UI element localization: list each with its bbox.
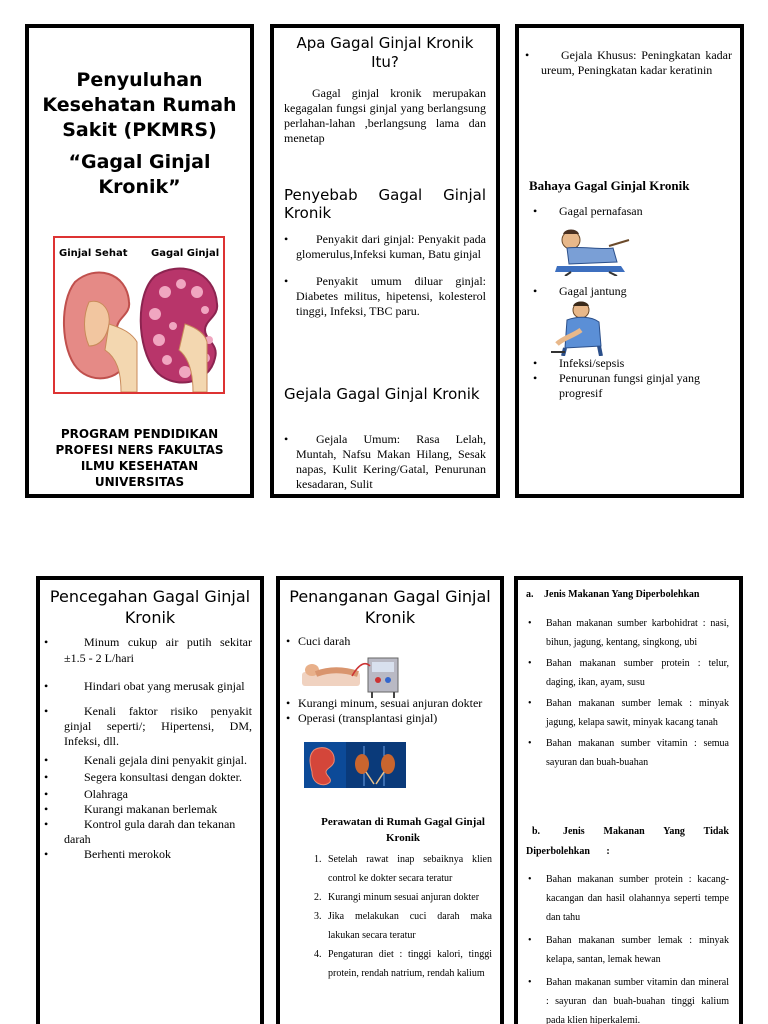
allowed-title: Jenis Makanan Yang Diperbolehkan xyxy=(544,589,700,600)
allowed-item xyxy=(528,654,729,692)
allowed-list xyxy=(528,614,729,772)
not-allowed-heading xyxy=(526,822,729,862)
danger-item-text: Penurunan fungsi ginjal yang progresif xyxy=(559,371,700,400)
symptom-item xyxy=(284,432,486,492)
treatment-item xyxy=(286,711,492,726)
cause-item xyxy=(284,232,486,262)
treatment-list-b xyxy=(286,696,492,726)
prevention-item xyxy=(44,787,252,802)
cover-title: Penyuluhan Kesehatan Rumah Sakit (PKMRS) xyxy=(42,69,237,141)
treatment-title: Penanganan Gagal Ginjal Kronik xyxy=(289,587,491,627)
allowed-item xyxy=(528,734,729,772)
prevention-item-text: • Kenali gejala dini penyakit ginjal. xyxy=(84,753,247,767)
prevention-item-text: Olahraga xyxy=(84,787,128,801)
treatment-item-text: Cuci darah xyxy=(298,634,351,648)
home-care-title: Perawatan di Rumah Gagal Ginjal Kronik xyxy=(321,816,485,844)
not-allowed-item xyxy=(528,973,729,1024)
allowed-item xyxy=(528,614,729,652)
allowed-item-text: Bahan makanan sumber lemak : minyak jagung, kelapa sawit, minyak kacang tanah xyxy=(546,698,729,728)
danger-list-a xyxy=(533,204,732,219)
heart-illustration xyxy=(551,300,615,356)
prevention-panel xyxy=(36,576,264,1024)
prevention-item xyxy=(44,817,252,847)
treatment-panel xyxy=(276,576,504,1024)
causes-title: Penyebab Gagal Ginjal Kronik xyxy=(284,186,486,222)
danger-list-c xyxy=(533,356,732,401)
special-symptom-list xyxy=(525,48,732,78)
special-symptom-item xyxy=(525,48,732,78)
symptoms-list xyxy=(284,432,486,494)
prevention-item xyxy=(44,634,252,666)
not-allowed-title: Jenis Makanan Yang Tidak Diperbolehkan : xyxy=(526,826,729,857)
not-allowed-item-text: Bahan makanan sumber protein : kacang-kacangan dan hasil olahannya seperti tempe dan tahu xyxy=(546,874,729,923)
kidney-left-label: Ginjal Sehat xyxy=(59,248,128,259)
transplant-illustration xyxy=(304,742,406,788)
symptoms-title: Gejala Gagal Ginjal Kronik xyxy=(284,385,480,403)
not-allowed-item-text: Bahan makanan sumber lemak : minyak kelapa, santan, lemak hewan xyxy=(546,935,729,965)
danger-panel xyxy=(515,24,744,498)
treatment-item xyxy=(286,634,492,649)
prevention-item xyxy=(44,753,252,768)
not-allowed-item xyxy=(528,931,729,969)
danger-item xyxy=(533,356,732,371)
danger-item xyxy=(533,371,732,401)
not-allowed-marker: b. xyxy=(532,826,541,837)
treatment-item-text: Kurangi minum, sesuai anjuran dokter xyxy=(298,696,483,710)
allowed-heading xyxy=(526,588,733,602)
prevention-item xyxy=(44,847,252,862)
prevention-item-text: • Minum cukup air putih sekitar ±1.5 - 2 L/hari xyxy=(64,635,252,665)
causes-list xyxy=(284,232,486,319)
not-allowed-list xyxy=(528,870,729,1024)
definition-title: Apa Gagal Ginjal Kronik Itu? xyxy=(296,34,474,71)
danger-item-text: Gagal pernafasan xyxy=(559,204,643,218)
allowed-item-text: Bahan makanan sumber karbohidrat : nasi, bihun, jagung, kentang, singkong, ubi xyxy=(546,618,729,648)
not-allowed-item-text: Bahan makanan sumber vitamin dan mineral : sayuran dan buah-buahan tinggi kalium pada klien hiperkalemi. xyxy=(546,977,729,1024)
danger-list-b xyxy=(533,284,732,299)
symptom-item-text: • Gejala Umum: Rasa Lelah, Muntah, Nafsu Makan Hilang, Sesak napas, Kulit Kering/Gatal, Penurunan kesadaran, Sulit xyxy=(296,432,486,491)
danger-item xyxy=(533,204,732,219)
home-care-item-text: Kurangi minum sesuai anjuran dokter xyxy=(328,892,480,903)
treatment-list-a xyxy=(286,634,492,649)
prevention-item xyxy=(44,704,252,749)
definition-panel xyxy=(270,24,500,498)
food-panel xyxy=(514,576,743,1024)
prevention-item-text: Berhenti merokok xyxy=(84,847,171,861)
prevention-item xyxy=(44,770,252,785)
dialysis-illustration xyxy=(302,652,406,698)
definition-text: Gagal ginjal kronik merupakan kegagalan fungsi ginjal yang berlangsung perlahan-lahan ,berlangsung lama dan menetap xyxy=(284,86,486,145)
cover-subtitle: “Gagal Ginjal Kronik” xyxy=(68,151,211,198)
kidney-comparison-image xyxy=(53,236,225,394)
cover-panel xyxy=(25,24,254,498)
allowed-marker: a. xyxy=(526,589,534,600)
cause-item-text: • Penyakit umum diluar ginjal: Diabetes militus, hipetensi, kolesterol tinggi, Infeksi, TBC paru. xyxy=(296,274,486,318)
home-care-item xyxy=(324,907,492,945)
treatment-item xyxy=(286,696,492,711)
danger-item xyxy=(533,284,732,299)
breathing-illustration xyxy=(551,226,635,276)
danger-item-text: Gagal jantung xyxy=(559,284,627,298)
special-symptom-text: • Gejala Khusus: Peningkatan kadar ureum, Peningkatan kadar keratinin xyxy=(541,48,732,77)
prevention-item-text: • Kontrol gula darah dan tekanan darah xyxy=(64,817,236,846)
treatment-item-text: Operasi (transplantasi ginjal) xyxy=(298,711,438,725)
home-care-item xyxy=(324,888,492,907)
cause-item-text: • Penyakit dari ginjal: Penyakit pada glomerulus,Infeksi kuman, Batu ginjal xyxy=(296,232,486,261)
prevention-item-text: Kurangi makanan berlemak xyxy=(84,802,218,816)
prevention-item xyxy=(44,802,252,817)
prevention-item xyxy=(44,678,252,694)
danger-title: Bahaya Gagal Ginjal Kronik xyxy=(529,178,690,193)
allowed-item-text: Bahan makanan sumber protein : telur, daging, ikan, ayam, susu xyxy=(546,658,729,688)
prevention-item-text: • Hindari obat yang merusak ginjal xyxy=(84,679,245,693)
prevention-item-text: • Kenali faktor risiko penyakit ginjal seperti/; Hipertensi, DM, Infeksi, dll. xyxy=(64,704,252,748)
kidney-right-label: Gagal Ginjal xyxy=(151,248,220,259)
not-allowed-item xyxy=(528,870,729,927)
danger-item-text: Infeksi/sepsis xyxy=(559,356,625,370)
prevention-title: Pencegahan Gagal Ginjal Kronik xyxy=(49,587,251,627)
prevention-item-text: • Segera konsultasi dengan dokter. xyxy=(84,770,242,784)
home-care-item-text: Pengaturan diet : tinggi kalori, tinggi protein, rendah natrium, rendah kalium xyxy=(328,949,492,979)
home-care-list xyxy=(284,850,492,983)
cover-footer: PROGRAM PENDIDIKAN PROFESI NERS FAKULTAS ILMU KESEHATAN UNIVERSITAS xyxy=(55,427,224,489)
kidney-illustration xyxy=(55,262,223,392)
allowed-item xyxy=(528,694,729,732)
allowed-item-text: Bahan makanan sumber vitamin : semua sayuran dan buah-buahan xyxy=(546,738,729,768)
home-care-item xyxy=(324,850,492,888)
home-care-item-text: Jika melakukan cuci darah maka lakukan secara teratur xyxy=(328,911,492,941)
cause-item xyxy=(284,274,486,319)
prevention-list xyxy=(44,634,252,862)
home-care-item-text: Setelah rawat inap sebaiknya klien control ke dokter secara teratur xyxy=(328,854,492,884)
home-care-item xyxy=(324,945,492,983)
